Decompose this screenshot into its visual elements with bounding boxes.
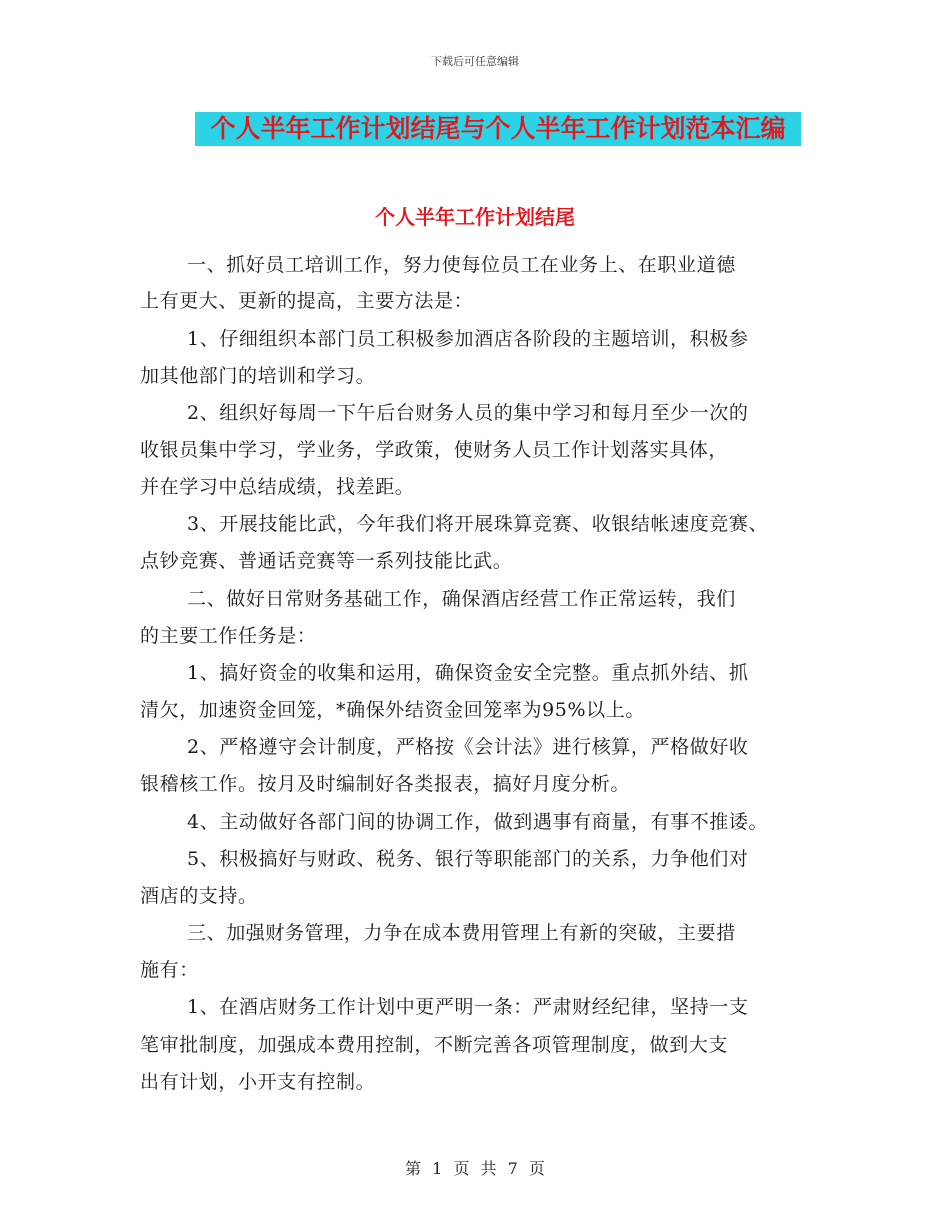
document-title: 个人半年工作计划结尾与个人半年工作计划范本汇编 [195, 112, 801, 146]
body-line: 点钞竞赛、普通话竞赛等一系列技能比武。 [140, 550, 513, 572]
body-line: 酒店的支持。 [140, 885, 258, 907]
body-line: 3、开展技能比武，今年我们将开展珠算竞赛、收银结帐速度竞赛、 [187, 513, 769, 535]
body-line: 上有更大、更新的提高，主要方法是： [140, 290, 474, 312]
body-line: 1、仔细组织本部门员工积极参加酒店各阶段的主题培训，积极参 [187, 328, 749, 350]
body-line: 2、组织好每周一下午后台财务人员的集中学习和每月至少一次的 [187, 402, 749, 424]
body-line: 笔审批制度，加强成本费用控制，不断完善各项管理制度，做到大支 [140, 1034, 729, 1056]
body-line: 施有： [140, 959, 199, 981]
body-line: 二、做好日常财务基础工作，确保酒店经营工作正常运转，我们 [187, 588, 736, 610]
body-line: 2、严格遵守会计制度，严格按《会计法》进行核算，严格做好收 [187, 736, 749, 758]
body-line: 收银员集中学习，学业务，学政策，使财务人员工作计划落实具体， [140, 439, 729, 461]
body-line: 5、积极搞好与财政、税务、银行等职能部门的关系，力争他们对 [187, 848, 749, 870]
body-line: 的主要工作任务是： [140, 625, 317, 647]
body-line: 并在学习中总结成绩，找差距。 [140, 476, 415, 498]
page-footer: 第 1 页 共 7 页 [405, 1159, 545, 1178]
header-note: 下载后可任意编辑 [431, 55, 519, 68]
body-line: 银稽核工作。按月及时编制好各类报表，搞好月度分析。 [140, 773, 631, 795]
body-line: 三、加强财务管理，力争在成本费用管理上有新的突破，主要措 [187, 922, 736, 944]
body-line: 清欠，加速资金回笼，*确保外结资金回笼率为95%以上。 [140, 699, 645, 721]
body-line: 1、在酒店财务工作计划中更严明一条：严肃财经纪律，坚持一支 [187, 996, 749, 1018]
body-line: 1、搞好资金的收集和运用，确保资金安全完整。重点抓外结、抓 [187, 662, 749, 684]
section-title: 个人半年工作计划结尾 [375, 205, 575, 229]
body-line: 一、抓好员工培训工作，努力使每位员工在业务上、在职业道德 [187, 254, 736, 276]
body-line: 加其他部门的培训和学习。 [140, 365, 376, 387]
body-line: 出有计划，小开支有控制。 [140, 1071, 376, 1093]
body-line: 4、主动做好各部门间的协调工作，做到遇事有商量，有事不推诿。 [187, 811, 769, 833]
